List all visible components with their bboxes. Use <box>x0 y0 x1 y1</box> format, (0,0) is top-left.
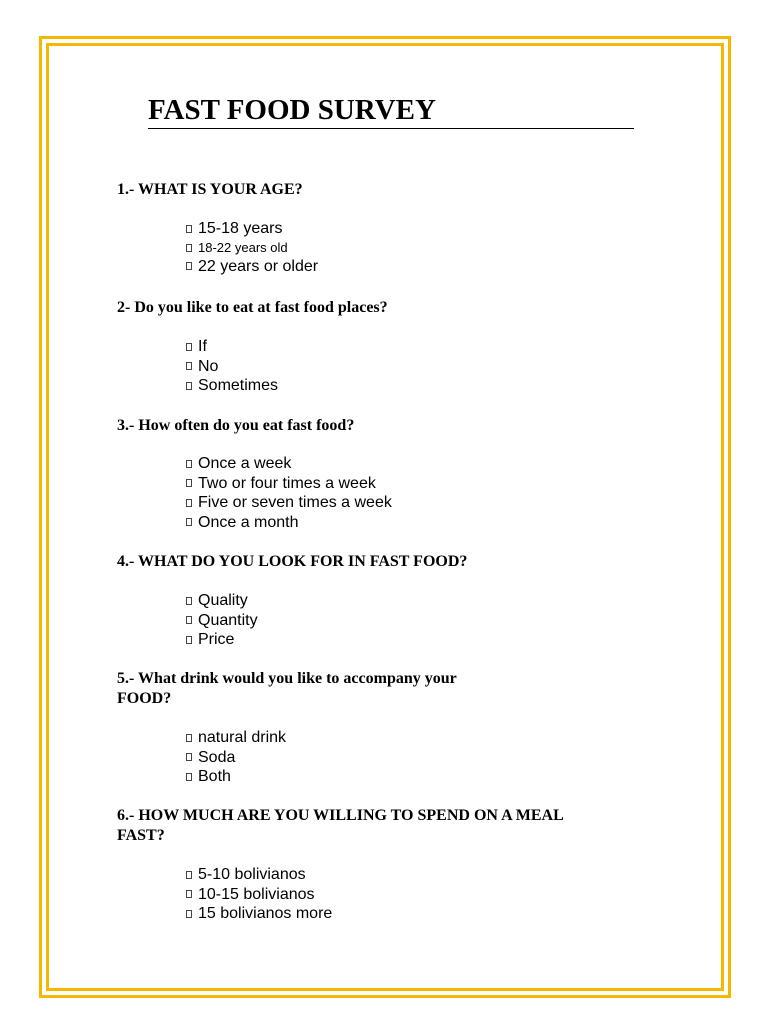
question-3-options <box>186 454 392 532</box>
survey-title: FAST FOOD SURVEY <box>148 92 634 129</box>
option-label: 10-15 bolivianos <box>198 885 315 903</box>
option-item[interactable] <box>186 611 258 631</box>
checkbox-icon[interactable] <box>186 225 192 233</box>
checkbox-icon[interactable] <box>186 362 192 370</box>
checkbox-icon[interactable] <box>186 773 192 781</box>
question-1: 1.- WHAT IS YOUR AGE? <box>117 181 303 198</box>
question-2-options <box>186 337 278 396</box>
option-label: Price <box>198 631 235 648</box>
option-item[interactable] <box>186 767 286 787</box>
question-2: 2- Do you like to eat at fast food places? <box>117 299 388 316</box>
option-label: Once a week <box>198 455 292 472</box>
checkbox-icon[interactable] <box>186 734 192 742</box>
option-item[interactable] <box>186 454 392 474</box>
question-5 <box>117 669 637 709</box>
checkbox-icon[interactable] <box>186 382 192 390</box>
option-label: Sometimes <box>198 377 279 394</box>
checkbox-icon[interactable] <box>186 636 192 644</box>
option-item[interactable] <box>186 865 332 885</box>
option-item[interactable] <box>186 474 392 494</box>
option-item[interactable] <box>186 513 392 533</box>
option-label: Soda <box>198 748 236 766</box>
option-item[interactable] <box>186 630 258 650</box>
option-item[interactable] <box>186 257 318 277</box>
option-label: 15-18 years <box>198 220 283 237</box>
option-label: Once a month <box>198 513 299 531</box>
option-item[interactable] <box>186 376 278 396</box>
checkbox-icon[interactable] <box>186 343 192 351</box>
option-item[interactable] <box>186 728 286 748</box>
option-label: Two or four times a week <box>198 474 376 492</box>
question-6-options <box>186 865 332 924</box>
checkbox-icon[interactable] <box>186 460 192 468</box>
checkbox-icon[interactable] <box>186 910 192 918</box>
option-label: 5-10 bolivianos <box>198 866 306 883</box>
question-1-options <box>186 219 318 276</box>
option-item[interactable] <box>186 885 332 905</box>
option-label: Both <box>198 768 231 785</box>
option-item[interactable] <box>186 239 318 257</box>
checkbox-icon[interactable] <box>186 753 192 761</box>
option-label: Five or seven times a week <box>198 494 392 511</box>
question-4: 4.- WHAT DO YOU LOOK FOR IN FAST FOOD? <box>117 553 468 570</box>
checkbox-icon[interactable] <box>186 499 192 507</box>
checkbox-icon[interactable] <box>186 597 192 605</box>
option-label: 22 years or older <box>198 257 319 275</box>
checkbox-icon[interactable] <box>186 262 192 270</box>
question-5-line-2: FOOD? <box>117 690 172 707</box>
option-item[interactable] <box>186 219 318 239</box>
option-item[interactable] <box>186 337 278 357</box>
question-5-options <box>186 728 286 787</box>
question-6 <box>117 806 637 846</box>
checkbox-icon[interactable] <box>186 244 192 252</box>
option-item[interactable] <box>186 493 392 513</box>
question-6-line-1: 6.- HOW MUCH ARE YOU WILLING TO SPEND ON A MEAL <box>117 807 564 824</box>
checkbox-icon[interactable] <box>186 518 192 526</box>
checkbox-icon[interactable] <box>186 871 192 879</box>
option-label: 15 bolivianos more <box>198 905 333 922</box>
option-item[interactable] <box>186 748 286 768</box>
option-label: Quantity <box>198 611 258 629</box>
question-5-line-1: 5.- What drink would you like to accompany your <box>117 670 457 687</box>
option-label: natural drink <box>198 729 287 746</box>
option-label: 18-22 years old <box>198 239 288 255</box>
question-6-line-2: FAST? <box>117 827 165 844</box>
option-label: Quality <box>198 592 248 609</box>
option-item[interactable] <box>186 904 332 924</box>
option-label: No <box>198 357 219 375</box>
question-4-options <box>186 591 258 650</box>
option-item[interactable] <box>186 357 278 377</box>
checkbox-icon[interactable] <box>186 479 192 487</box>
checkbox-icon[interactable] <box>186 616 192 624</box>
option-item[interactable] <box>186 591 258 611</box>
option-label: If <box>198 338 207 355</box>
checkbox-icon[interactable] <box>186 890 192 898</box>
question-3: 3.- How often do you eat fast food? <box>117 417 355 434</box>
